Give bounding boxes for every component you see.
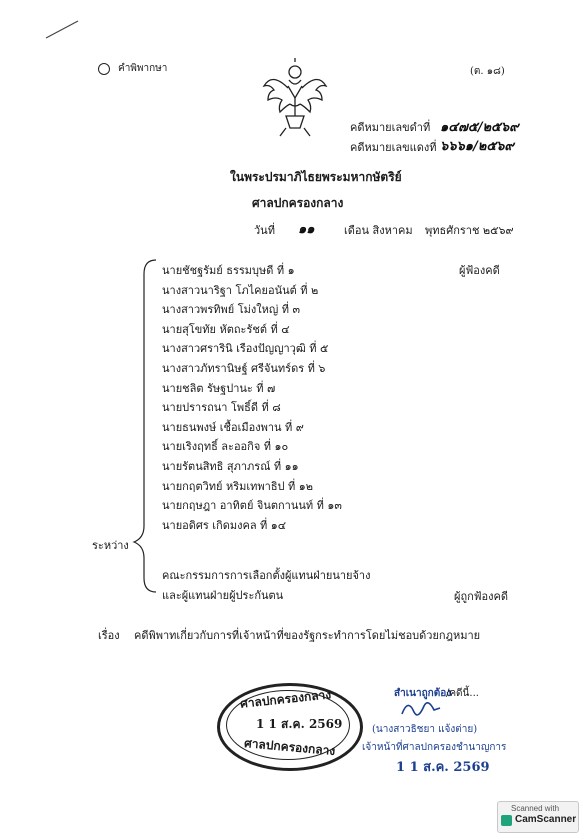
subject-label: เรื่อง xyxy=(98,629,120,642)
date-day: ๑๑ xyxy=(298,222,315,237)
red-case-label: คดีหมายเลขแดงที่ xyxy=(350,141,437,154)
red-case-number: ๖๖๖๑/๒๕๖๙ xyxy=(440,139,514,154)
officer-title: เจ้าหน้าที่ศาลปกครองชำนาญการ xyxy=(362,742,507,753)
plaintiff-item: นางสาวนาริฐา โภไคยอนันต์ ที่ ๒ xyxy=(162,283,319,297)
form-code: (ต. ๑๘) xyxy=(470,66,505,77)
plaintiff-item: นายรัตนสิทธิ สุภาภรณ์ ที่ ๑๑ xyxy=(162,460,299,473)
seal-bottom-text: ศาลปกครองกลาง xyxy=(243,736,336,758)
plaintiff-item: นายกฤตวิทย์ หริมเทพาธิป ที่ ๑๒ xyxy=(162,479,313,493)
form-label: คำพิพากษา xyxy=(118,63,168,74)
plaintiff-item: นายปรารถนา โพธิ์ดี ที่ ๘ xyxy=(162,401,281,415)
defendant-line-2: และผู้แทนฝ่ายผู้ประกันตน xyxy=(162,589,284,602)
plaintiff-item: นายชัชฐรัมย์ ธรรมบุษดี ที่ ๑ xyxy=(162,264,295,277)
copy-certified-label: สำเนาถูกต้อง xyxy=(394,688,452,699)
officer-signature xyxy=(398,696,442,722)
court-name: ศาลปกครองกลาง xyxy=(252,196,344,210)
royal-title: ในพระปรมาภิไธยพระมหากษัตริย์ xyxy=(230,170,402,184)
date-year: พุทธศักราช ๒๕๖๙ xyxy=(425,224,514,237)
camscanner-logo-icon xyxy=(501,815,512,826)
plaintiff-item: นายชลิต รัษฐปานะ ที่ ๗ xyxy=(162,381,276,395)
scanner-badge-line2: CamScanner xyxy=(515,814,577,825)
parties-brace xyxy=(132,258,162,594)
black-case-label: คดีหมายเลขดำที่ xyxy=(350,121,431,134)
plaintiff-item: นางสาวศรารินิ เรืองปัญญาวุฒิ ที่ ๕ xyxy=(162,342,329,356)
date-day-label: วันที่ xyxy=(254,224,275,237)
form-circle-icon xyxy=(98,63,110,75)
case-suffix: /คดีนี้... xyxy=(446,688,479,699)
defendant-line-1: คณะกรรมการการเลือกตั้งผู้แทนฝ่ายนายจ้าง xyxy=(162,569,371,582)
date-month: เดือน สิงหาคม xyxy=(344,224,413,237)
plaintiff-item: นายกฤษฎา อาทิตย์ จินตกานนท์ ที่ ๑๓ xyxy=(162,499,342,513)
black-case-number: ๑๔๗๕/๒๕๖๙ xyxy=(440,120,519,135)
officer-name: (นางสาวธิชยา แจ้งต่าย) xyxy=(372,724,478,735)
subject-text: คดีพิพาทเกี่ยวกับการที่เจ้าหน้าที่ของรัฐกระทำการโดยไม่ชอบด้วยกฎหมาย xyxy=(134,629,481,642)
plaintiff-item: นางสาวพรทิพย์ โม่งใหญ่ ที่ ๓ xyxy=(162,303,301,317)
seal-date: 1 1 ส.ค. 2569 xyxy=(256,717,343,731)
plaintiff-item: นายเริงฤทธิ์ ละออกิจ ที่ ๑๐ xyxy=(162,440,289,454)
plaintiff-role: ผู้ฟ้องคดี xyxy=(459,264,500,277)
scanner-badge-line1: Scanned with xyxy=(511,804,560,813)
plaintiff-item: นางสาวภัทรานิษฐ์ ศรีจันทร์ดร ที่ ๖ xyxy=(162,362,326,375)
plaintiff-item: นายธนพงษ์ เชื้อเมืองพาน ที่ ๙ xyxy=(162,420,304,434)
defendant-role: ผู้ถูกฟ้องคดี xyxy=(454,590,509,603)
garuda-emblem-icon xyxy=(260,58,330,138)
between-label: ระหว่าง xyxy=(92,539,129,552)
plaintiff-item: นายอดิศร เกิดมงคล ที่ ๑๔ xyxy=(162,518,287,532)
certification-date: 1 1 ส.ค. 2569 xyxy=(396,760,490,775)
plaintiff-item: นายสุโขทัย หัตถะรัชต์ ที่ ๔ xyxy=(162,322,290,336)
pen-mark xyxy=(44,18,80,40)
seal-top-text: ศาลปกครองกลาง xyxy=(239,687,332,711)
